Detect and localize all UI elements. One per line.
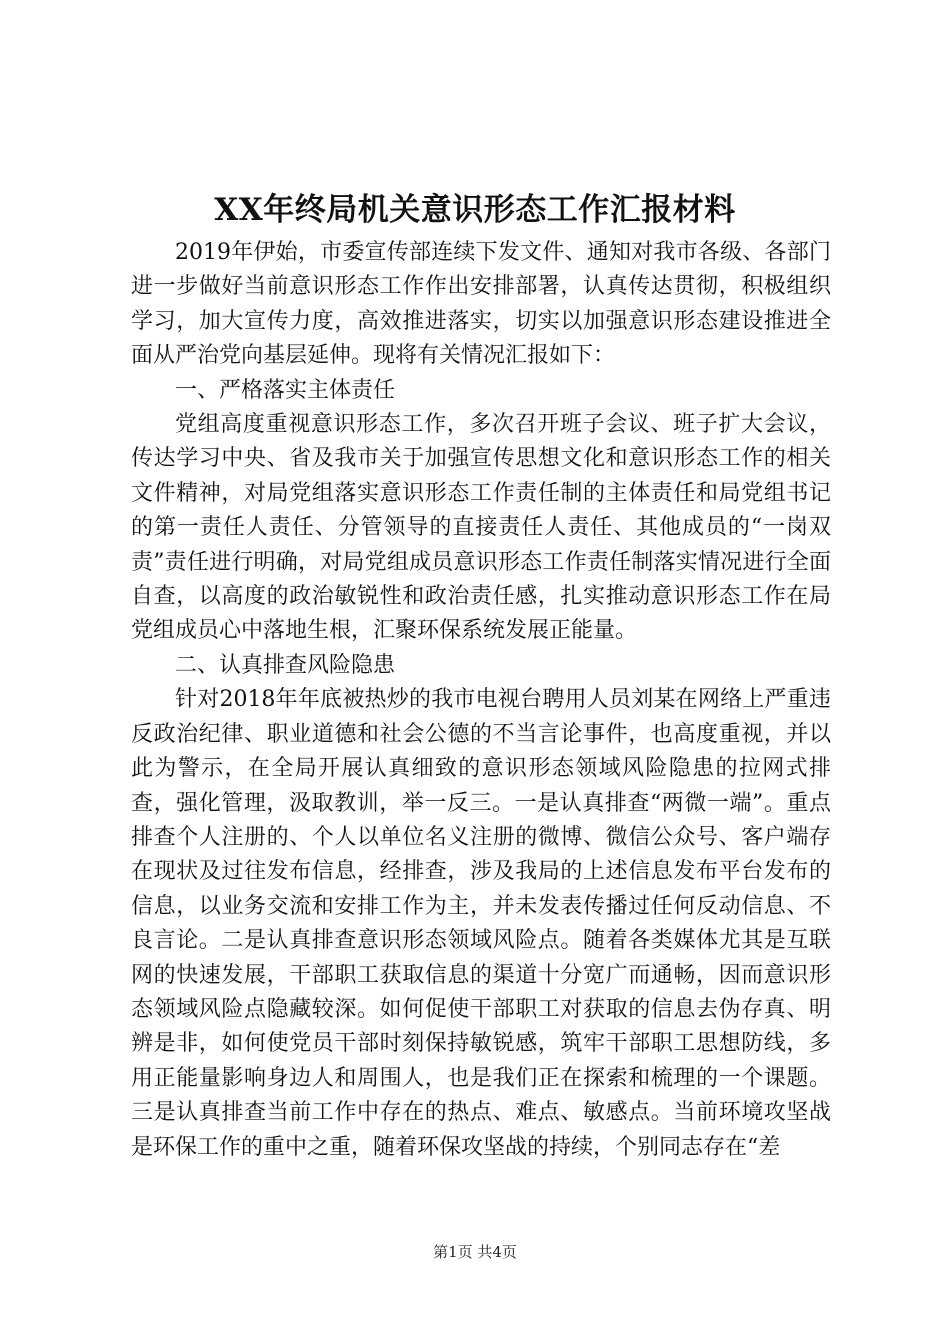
section-paragraph-1: 党组高度重视意识形态工作，多次召开班子会议、班子扩大会议，传达学习中央、省及我市关于加强宣传思想文化和意识形态工作的相关文件精神，对局党组落实意识形态工作责任制的主体责任和局党组书记的第一责任人责任、分管领导的直接责任人责任、其他成员的“一岗双责”责任进行明确，对局党组成员意识形态工作责任制落实情况进行全面自查，以高度的政治敏锐性和政治责任感，扎实推动意识形态工作在局党组成员心中落地生根，汇聚环保系统发展正能量。 <box>131 412 831 644</box>
intro-paragraph: 2019年伊始，市委宣传部连续下发文件、通知对我市各级、各部门进一步做好当前意识形态工作作出安排部署，认真传达贯彻，积极组织学习，加大宣传力度，高效推进落实，切实以加强意识形态建设推进全面从严治党向基层延伸。现将有关情况汇报如下： <box>131 240 831 369</box>
document-body <box>131 236 831 1165</box>
section-paragraph-2: 针对2018年年底被热炒的我市电视台聘用人员刘某在网络上严重违反政治纪律、职业道德和社会公德的不当言论事件，也高度重视，并以此为警示，在全局开展认真细致的意识形态领域风险隐患的拉网式排查，强化管理，汲取教训，举一反三。一是认真排查“两微一端”。重点排查个人注册的、个人以单位名义注册的微博、微信公众号、客户端存在现状及过往发布信息，经排查，涉及我局的上述信息发布平台发布的信息，以业务交流和安排工作为主，并未发表传播过任何反动信息、不良言论。二是认真排查意识形态领域风险点。随着各类媒体尤其是互联网的快速发展，干部职工获取信息的渠道十分宽广而通畅，因而意识形态领域风险点隐藏较深。如何促使干部职工对获取的信息去伪存真、明辨是非，如何使党员干部时刻保持敏锐感，筑牢干部职工思想防线，多用正能量影响身边人和周围人，也是我们正在探索和梳理的一个课题。三是认真排查当前工作中存在的热点、难点、敏感点。当前环境攻坚战是环保工作的重中之重，随着环保攻坚战的持续，个别同志存在“差 <box>131 687 831 1160</box>
section-heading-2: 二、认真排查风险隐患 <box>175 652 396 678</box>
document-title: XX年终局机关意识形态工作汇报材料 <box>214 192 736 228</box>
section-heading-1: 一、严格落实主体责任 <box>175 377 396 403</box>
page-footer: 第1页 共4页 <box>433 1243 517 1261</box>
